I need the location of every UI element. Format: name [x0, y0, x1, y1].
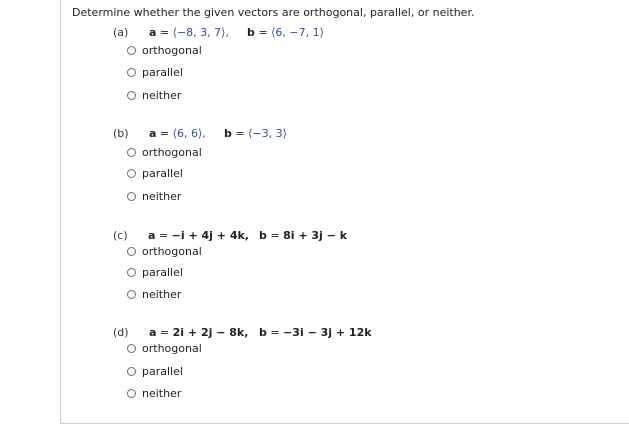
part-b-header: [113, 127, 593, 145]
vector-b: b = ⟨−3, 3⟩: [224, 127, 287, 140]
radio-button[interactable]: [127, 46, 136, 55]
radio-button[interactable]: [127, 367, 136, 376]
radio-button[interactable]: [127, 68, 136, 77]
vector-a: a = −i + 4j + 4k,: [148, 229, 249, 242]
radio-button[interactable]: [127, 268, 136, 277]
radio-button[interactable]: [127, 344, 136, 353]
option-orthogonal[interactable]: orthogonal: [127, 340, 202, 356]
option-neither[interactable]: neither: [127, 188, 181, 204]
radio-button[interactable]: [127, 169, 136, 178]
vector-a: a = ⟨−8, 3, 7⟩,: [149, 26, 229, 39]
part-label: (a): [113, 26, 129, 39]
part-label: (d): [113, 326, 129, 339]
vector-b: b = ⟨6, −7, 1⟩: [247, 26, 324, 39]
question-prompt: Determine whether the given vectors are orthogonal, parallel, or neither.: [72, 6, 475, 19]
option-parallel[interactable]: parallel: [127, 363, 183, 379]
part-a: [113, 26, 593, 102]
vector-b: b = −3i − 3j + 12k: [259, 326, 372, 339]
option-orthogonal[interactable]: orthogonal: [127, 144, 202, 160]
radio-button[interactable]: [127, 148, 136, 157]
option-neither[interactable]: neither: [127, 385, 181, 401]
vector-a: a = ⟨6, 6⟩,: [149, 127, 206, 140]
part-label: (c): [113, 229, 128, 242]
part-b: [113, 127, 593, 203]
vector-a: a = 2i + 2j − 8k,: [149, 326, 249, 339]
part-c: [113, 229, 593, 301]
radio-button[interactable]: [127, 91, 136, 100]
option-orthogonal[interactable]: orthogonal: [127, 42, 202, 58]
option-parallel[interactable]: parallel: [127, 264, 183, 280]
part-label: (b): [113, 127, 129, 140]
option-parallel[interactable]: parallel: [127, 165, 183, 181]
option-neither[interactable]: neither: [127, 87, 181, 103]
radio-button[interactable]: [127, 389, 136, 398]
radio-button[interactable]: [127, 247, 136, 256]
vector-b: b = 8i + 3j − k: [259, 229, 348, 242]
option-neither[interactable]: neither: [127, 286, 181, 302]
radio-button[interactable]: [127, 290, 136, 299]
radio-button[interactable]: [127, 192, 136, 201]
option-orthogonal[interactable]: orthogonal: [127, 243, 202, 259]
part-d: [113, 326, 593, 400]
option-parallel[interactable]: parallel: [127, 64, 183, 80]
